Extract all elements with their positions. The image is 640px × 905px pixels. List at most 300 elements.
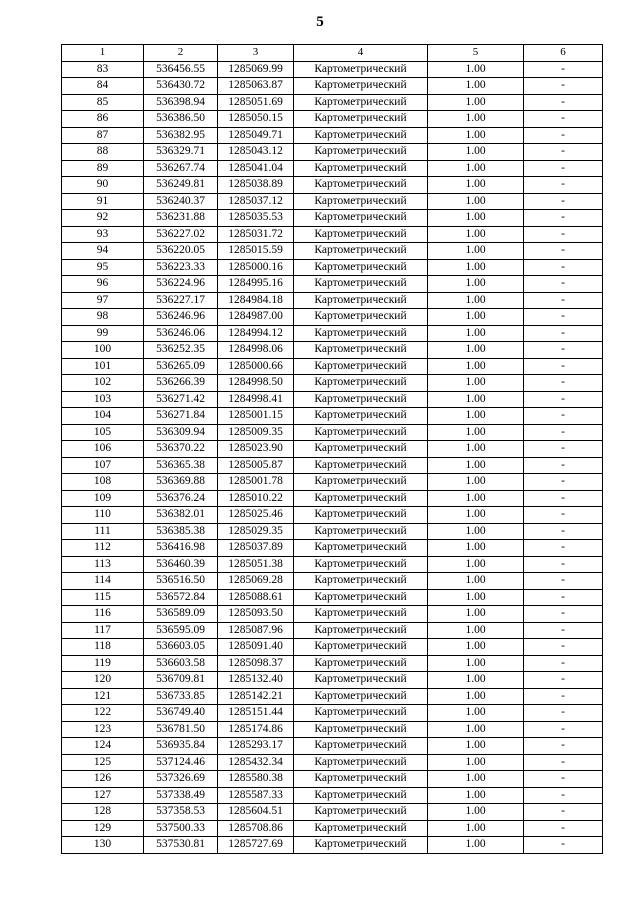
cell-coord-x: 536220.05	[144, 243, 218, 260]
cell-point-number: 121	[62, 688, 144, 705]
cell-description: -	[524, 606, 603, 623]
cell-method: Картометрический	[294, 556, 428, 573]
cell-coord-y: 1285037.89	[218, 540, 294, 557]
cell-point-number: 102	[62, 375, 144, 392]
cell-coord-x: 536595.09	[144, 622, 218, 639]
header-col-3: 3	[218, 45, 294, 62]
cell-coord-x: 536589.09	[144, 606, 218, 623]
cell-coord-y: 1284998.06	[218, 342, 294, 359]
cell-accuracy: 1.00	[428, 820, 524, 837]
cell-accuracy: 1.00	[428, 358, 524, 375]
cell-coord-x: 537358.53	[144, 804, 218, 821]
cell-coord-y: 1285051.69	[218, 94, 294, 111]
cell-method: Картометрический	[294, 309, 428, 326]
table-row	[62, 160, 603, 177]
cell-coord-y: 1285035.53	[218, 210, 294, 227]
cell-coord-y: 1285293.17	[218, 738, 294, 755]
cell-point-number: 122	[62, 705, 144, 722]
table-row	[62, 276, 603, 293]
cell-coord-x: 536249.81	[144, 177, 218, 194]
cell-description: -	[524, 738, 603, 755]
cell-method: Картометрический	[294, 424, 428, 441]
cell-accuracy: 1.00	[428, 309, 524, 326]
table-row	[62, 127, 603, 144]
cell-method: Картометрический	[294, 408, 428, 425]
cell-coord-y: 1285000.16	[218, 259, 294, 276]
cell-description: -	[524, 259, 603, 276]
cell-accuracy: 1.00	[428, 573, 524, 590]
cell-coord-x: 537530.81	[144, 837, 218, 854]
cell-description: -	[524, 540, 603, 557]
header-col-1: 1	[62, 45, 144, 62]
cell-accuracy: 1.00	[428, 391, 524, 408]
table-row	[62, 804, 603, 821]
cell-point-number: 124	[62, 738, 144, 755]
cell-coord-x: 536271.42	[144, 391, 218, 408]
cell-accuracy: 1.00	[428, 639, 524, 656]
cell-accuracy: 1.00	[428, 144, 524, 161]
table-row	[62, 655, 603, 672]
cell-description: -	[524, 160, 603, 177]
cell-point-number: 100	[62, 342, 144, 359]
cell-point-number: 90	[62, 177, 144, 194]
table-row	[62, 78, 603, 95]
table-row	[62, 573, 603, 590]
cell-coord-y: 1284998.41	[218, 391, 294, 408]
cell-coord-x: 536246.96	[144, 309, 218, 326]
cell-method: Картометрический	[294, 540, 428, 557]
cell-accuracy: 1.00	[428, 672, 524, 689]
cell-coord-y: 1285005.87	[218, 457, 294, 474]
table-row	[62, 738, 603, 755]
table-row	[62, 540, 603, 557]
cell-coord-y: 1285009.35	[218, 424, 294, 441]
cell-accuracy: 1.00	[428, 655, 524, 672]
cell-coord-y: 1285142.21	[218, 688, 294, 705]
cell-coord-y: 1284995.16	[218, 276, 294, 293]
cell-coord-y: 1285031.72	[218, 226, 294, 243]
cell-accuracy: 1.00	[428, 787, 524, 804]
cell-point-number: 113	[62, 556, 144, 573]
cell-accuracy: 1.00	[428, 424, 524, 441]
cell-point-number: 105	[62, 424, 144, 441]
cell-coord-x: 536603.05	[144, 639, 218, 656]
cell-accuracy: 1.00	[428, 243, 524, 260]
cell-coord-x: 537338.49	[144, 787, 218, 804]
cell-point-number: 128	[62, 804, 144, 821]
cell-method: Картометрический	[294, 672, 428, 689]
cell-accuracy: 1.00	[428, 688, 524, 705]
cell-coord-y: 1285023.90	[218, 441, 294, 458]
table-row	[62, 259, 603, 276]
cell-coord-x: 536781.50	[144, 721, 218, 738]
cell-point-number: 120	[62, 672, 144, 689]
cell-description: -	[524, 507, 603, 524]
cell-coord-y: 1284998.50	[218, 375, 294, 392]
cell-coord-x: 536385.38	[144, 523, 218, 540]
cell-coord-y: 1285010.22	[218, 490, 294, 507]
cell-coord-x: 536223.33	[144, 259, 218, 276]
table-row	[62, 507, 603, 524]
cell-accuracy: 1.00	[428, 292, 524, 309]
cell-point-number: 88	[62, 144, 144, 161]
cell-description: -	[524, 210, 603, 227]
table-row	[62, 474, 603, 491]
cell-point-number: 108	[62, 474, 144, 491]
cell-description: -	[524, 61, 603, 78]
cell-point-number: 83	[62, 61, 144, 78]
cell-coord-y: 1285001.15	[218, 408, 294, 425]
table-row	[62, 94, 603, 111]
cell-point-number: 117	[62, 622, 144, 639]
cell-description: -	[524, 754, 603, 771]
table-row	[62, 820, 603, 837]
cell-coord-y: 1284984.18	[218, 292, 294, 309]
cell-coord-y: 1285037.12	[218, 193, 294, 210]
cell-method: Картометрический	[294, 391, 428, 408]
table-row	[62, 210, 603, 227]
cell-coord-x: 536398.94	[144, 94, 218, 111]
table-row	[62, 61, 603, 78]
cell-coord-y: 1285041.04	[218, 160, 294, 177]
cell-description: -	[524, 837, 603, 854]
cell-coord-y: 1285098.37	[218, 655, 294, 672]
cell-accuracy: 1.00	[428, 490, 524, 507]
cell-coord-x: 536369.88	[144, 474, 218, 491]
cell-accuracy: 1.00	[428, 837, 524, 854]
cell-accuracy: 1.00	[428, 276, 524, 293]
cell-method: Картометрический	[294, 787, 428, 804]
cell-accuracy: 1.00	[428, 556, 524, 573]
cell-accuracy: 1.00	[428, 705, 524, 722]
cell-accuracy: 1.00	[428, 738, 524, 755]
cell-coord-x: 536266.39	[144, 375, 218, 392]
coordinates-table	[61, 44, 603, 854]
cell-point-number: 84	[62, 78, 144, 95]
table-row	[62, 441, 603, 458]
cell-coord-x: 536749.40	[144, 705, 218, 722]
cell-accuracy: 1.00	[428, 408, 524, 425]
cell-coord-y: 1285069.99	[218, 61, 294, 78]
cell-description: -	[524, 391, 603, 408]
cell-accuracy: 1.00	[428, 771, 524, 788]
cell-point-number: 109	[62, 490, 144, 507]
cell-coord-x: 536386.50	[144, 111, 218, 128]
cell-coord-x: 536382.95	[144, 127, 218, 144]
table-row	[62, 243, 603, 260]
cell-method: Картометрический	[294, 771, 428, 788]
cell-method: Картометрический	[294, 837, 428, 854]
cell-description: -	[524, 589, 603, 606]
cell-accuracy: 1.00	[428, 441, 524, 458]
cell-coord-x: 536329.71	[144, 144, 218, 161]
table-row	[62, 292, 603, 309]
cell-coord-x: 536365.38	[144, 457, 218, 474]
table-row	[62, 688, 603, 705]
cell-coord-x: 536430.72	[144, 78, 218, 95]
cell-coord-x: 536265.09	[144, 358, 218, 375]
cell-method: Картометрический	[294, 375, 428, 392]
cell-point-number: 93	[62, 226, 144, 243]
cell-point-number: 106	[62, 441, 144, 458]
table-row	[62, 391, 603, 408]
cell-point-number: 94	[62, 243, 144, 260]
cell-coord-x: 536240.37	[144, 193, 218, 210]
cell-description: -	[524, 573, 603, 590]
cell-description: -	[524, 639, 603, 656]
cell-coord-x: 536516.50	[144, 573, 218, 590]
cell-description: -	[524, 655, 603, 672]
cell-accuracy: 1.00	[428, 61, 524, 78]
cell-method: Картометрический	[294, 177, 428, 194]
cell-method: Картометрический	[294, 276, 428, 293]
cell-accuracy: 1.00	[428, 259, 524, 276]
cell-point-number: 97	[62, 292, 144, 309]
cell-description: -	[524, 243, 603, 260]
cell-method: Картометрический	[294, 490, 428, 507]
cell-point-number: 112	[62, 540, 144, 557]
cell-description: -	[524, 672, 603, 689]
header-col-2: 2	[144, 45, 218, 62]
cell-coord-x: 536460.39	[144, 556, 218, 573]
cell-point-number: 96	[62, 276, 144, 293]
cell-method: Картометрический	[294, 457, 428, 474]
cell-accuracy: 1.00	[428, 342, 524, 359]
cell-method: Картометрический	[294, 325, 428, 342]
cell-method: Картометрический	[294, 738, 428, 755]
table-row	[62, 358, 603, 375]
cell-method: Картометрический	[294, 523, 428, 540]
cell-description: -	[524, 177, 603, 194]
cell-description: -	[524, 490, 603, 507]
cell-coord-y: 1285432.34	[218, 754, 294, 771]
cell-accuracy: 1.00	[428, 589, 524, 606]
cell-method: Картометрический	[294, 259, 428, 276]
cell-coord-x: 536224.96	[144, 276, 218, 293]
cell-coord-x: 536935.84	[144, 738, 218, 755]
table-row	[62, 672, 603, 689]
table-row	[62, 342, 603, 359]
cell-accuracy: 1.00	[428, 606, 524, 623]
table-row	[62, 309, 603, 326]
cell-point-number: 99	[62, 325, 144, 342]
cell-accuracy: 1.00	[428, 78, 524, 95]
cell-coord-x: 536709.81	[144, 672, 218, 689]
cell-method: Картометрический	[294, 622, 428, 639]
cell-coord-x: 536456.55	[144, 61, 218, 78]
table-row	[62, 771, 603, 788]
cell-accuracy: 1.00	[428, 177, 524, 194]
cell-coord-x: 536370.22	[144, 441, 218, 458]
table-row	[62, 226, 603, 243]
cell-method: Картометрический	[294, 721, 428, 738]
cell-accuracy: 1.00	[428, 540, 524, 557]
table-row	[62, 408, 603, 425]
cell-method: Картометрический	[294, 94, 428, 111]
cell-accuracy: 1.00	[428, 622, 524, 639]
cell-description: -	[524, 556, 603, 573]
cell-method: Картометрический	[294, 342, 428, 359]
table-row	[62, 705, 603, 722]
table-row	[62, 787, 603, 804]
table-row	[62, 457, 603, 474]
cell-accuracy: 1.00	[428, 193, 524, 210]
table-row	[62, 424, 603, 441]
cell-coord-y: 1284994.12	[218, 325, 294, 342]
cell-coord-x: 537500.33	[144, 820, 218, 837]
cell-method: Картометрический	[294, 243, 428, 260]
cell-point-number: 103	[62, 391, 144, 408]
cell-coord-x: 536227.02	[144, 226, 218, 243]
table-row	[62, 490, 603, 507]
cell-description: -	[524, 375, 603, 392]
cell-description: -	[524, 705, 603, 722]
cell-accuracy: 1.00	[428, 754, 524, 771]
cell-method: Картометрический	[294, 160, 428, 177]
cell-description: -	[524, 408, 603, 425]
cell-accuracy: 1.00	[428, 457, 524, 474]
cell-coord-x: 536227.17	[144, 292, 218, 309]
cell-point-number: 101	[62, 358, 144, 375]
cell-method: Картометрический	[294, 78, 428, 95]
cell-point-number: 125	[62, 754, 144, 771]
cell-point-number: 104	[62, 408, 144, 425]
cell-point-number: 91	[62, 193, 144, 210]
cell-description: -	[524, 193, 603, 210]
cell-method: Картометрический	[294, 226, 428, 243]
cell-coord-y: 1285025.46	[218, 507, 294, 524]
cell-method: Картометрический	[294, 474, 428, 491]
cell-method: Картометрический	[294, 61, 428, 78]
cell-point-number: 119	[62, 655, 144, 672]
cell-point-number: 130	[62, 837, 144, 854]
cell-point-number: 89	[62, 160, 144, 177]
cell-method: Картометрический	[294, 639, 428, 656]
cell-coord-y: 1285049.71	[218, 127, 294, 144]
cell-accuracy: 1.00	[428, 226, 524, 243]
cell-method: Картометрический	[294, 820, 428, 837]
cell-method: Картометрический	[294, 705, 428, 722]
cell-point-number: 126	[62, 771, 144, 788]
cell-method: Картометрический	[294, 144, 428, 161]
cell-point-number: 92	[62, 210, 144, 227]
cell-coord-x: 536733.85	[144, 688, 218, 705]
cell-accuracy: 1.00	[428, 721, 524, 738]
cell-coord-y: 1285038.89	[218, 177, 294, 194]
cell-method: Картометрический	[294, 210, 428, 227]
table-row	[62, 639, 603, 656]
cell-description: -	[524, 144, 603, 161]
cell-coord-x: 536309.94	[144, 424, 218, 441]
cell-description: -	[524, 309, 603, 326]
cell-coord-x: 536382.01	[144, 507, 218, 524]
table-row	[62, 837, 603, 854]
cell-method: Картометрический	[294, 193, 428, 210]
cell-description: -	[524, 78, 603, 95]
table-row	[62, 375, 603, 392]
table-row	[62, 177, 603, 194]
cell-point-number: 95	[62, 259, 144, 276]
cell-description: -	[524, 820, 603, 837]
cell-description: -	[524, 787, 603, 804]
cell-coord-x: 536572.84	[144, 589, 218, 606]
cell-accuracy: 1.00	[428, 160, 524, 177]
cell-method: Картометрический	[294, 589, 428, 606]
cell-coord-y: 1285000.66	[218, 358, 294, 375]
cell-accuracy: 1.00	[428, 325, 524, 342]
cell-accuracy: 1.00	[428, 127, 524, 144]
cell-description: -	[524, 474, 603, 491]
cell-point-number: 115	[62, 589, 144, 606]
cell-point-number: 107	[62, 457, 144, 474]
cell-point-number: 87	[62, 127, 144, 144]
cell-method: Картометрический	[294, 655, 428, 672]
cell-coord-y: 1285088.61	[218, 589, 294, 606]
cell-coord-x: 536603.58	[144, 655, 218, 672]
cell-point-number: 129	[62, 820, 144, 837]
cell-description: -	[524, 771, 603, 788]
cell-description: -	[524, 292, 603, 309]
cell-coord-x: 537124.46	[144, 754, 218, 771]
cell-point-number: 127	[62, 787, 144, 804]
cell-description: -	[524, 688, 603, 705]
cell-description: -	[524, 622, 603, 639]
cell-description: -	[524, 226, 603, 243]
header-col-6: 6	[524, 45, 603, 62]
cell-coord-y: 1285708.86	[218, 820, 294, 837]
cell-coord-y: 1285093.50	[218, 606, 294, 623]
cell-coord-x: 536231.88	[144, 210, 218, 227]
cell-point-number: 116	[62, 606, 144, 623]
table-row	[62, 325, 603, 342]
cell-coord-x: 536416.98	[144, 540, 218, 557]
cell-coord-y: 1285087.96	[218, 622, 294, 639]
cell-accuracy: 1.00	[428, 474, 524, 491]
cell-coord-y: 1285091.40	[218, 639, 294, 656]
table-row	[62, 754, 603, 771]
cell-method: Картометрический	[294, 111, 428, 128]
cell-coord-y: 1285069.28	[218, 573, 294, 590]
table-row	[62, 111, 603, 128]
cell-method: Картометрический	[294, 127, 428, 144]
cell-description: -	[524, 325, 603, 342]
table-row	[62, 589, 603, 606]
cell-point-number: 110	[62, 507, 144, 524]
cell-point-number: 86	[62, 111, 144, 128]
page-number: 5	[316, 14, 324, 30]
cell-accuracy: 1.00	[428, 507, 524, 524]
cell-coord-y: 1284987.00	[218, 309, 294, 326]
cell-description: -	[524, 342, 603, 359]
cell-description: -	[524, 358, 603, 375]
table-row	[62, 622, 603, 639]
cell-method: Картометрический	[294, 507, 428, 524]
table-row	[62, 193, 603, 210]
cell-description: -	[524, 94, 603, 111]
cell-method: Картометрический	[294, 688, 428, 705]
table-body	[62, 61, 603, 853]
cell-point-number: 118	[62, 639, 144, 656]
cell-coord-y: 1285001.78	[218, 474, 294, 491]
cell-coord-x: 536252.35	[144, 342, 218, 359]
cell-coord-y: 1285151.44	[218, 705, 294, 722]
cell-coord-y: 1285580.38	[218, 771, 294, 788]
cell-description: -	[524, 804, 603, 821]
cell-coord-y: 1285051.38	[218, 556, 294, 573]
table-row	[62, 556, 603, 573]
cell-method: Картометрический	[294, 441, 428, 458]
cell-coord-x: 536376.24	[144, 490, 218, 507]
